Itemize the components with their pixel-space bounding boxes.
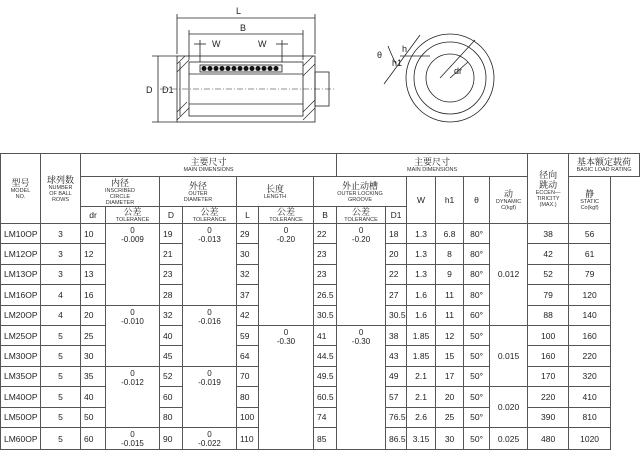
col-W: W — [407, 177, 436, 224]
cell-static: 410 — [569, 387, 611, 407]
cell-dr: 13 — [81, 264, 106, 284]
table-row — [1, 244, 640, 264]
cell-static: 79 — [569, 264, 611, 284]
cell-model: LM40OP — [1, 387, 41, 407]
cell-W: 1.3 — [407, 244, 436, 264]
label-D: D — [146, 85, 153, 95]
cell-dynamic: 88 — [528, 305, 569, 325]
length-group: 长度 LENGTH — [237, 177, 314, 207]
cell-theta: 50° — [464, 366, 490, 386]
cell-rows: 4 — [41, 305, 81, 325]
cell-eccentricity: 0.015 — [490, 325, 528, 386]
cell-D: 32 — [160, 305, 183, 325]
col-dr-tol: 公差 TOLERANCE — [106, 207, 160, 224]
cell-L-tol: 0 -0.20 — [259, 224, 314, 326]
inner-diameter-group: 内径 INSCRIBED CIRCLE DIAMETER — [81, 177, 160, 207]
col-D: D — [160, 207, 183, 224]
cell-B: 23 — [314, 244, 337, 264]
cell-dr: 50 — [81, 407, 106, 427]
cell-static: 810 — [569, 407, 611, 427]
cell-dr: 10 — [81, 224, 106, 244]
col-B-tol: 公差 TOLERANCE — [337, 207, 386, 224]
cell-h1: 12 — [436, 325, 464, 345]
cell-L: 59 — [237, 325, 259, 345]
label-h1: h1 — [392, 58, 403, 68]
cell-W: 2.6 — [407, 407, 436, 427]
basic-load-rating: 基本额定载荷 BASIC LOAD RATING — [569, 154, 640, 177]
cell-dynamic: 220 — [528, 387, 569, 407]
cell-theta: 80° — [464, 224, 490, 244]
table-row — [1, 264, 640, 284]
col-model: 型号 MODEL NO. — [1, 154, 41, 224]
cell-rows: 3 — [41, 224, 81, 244]
bearing-drawing — [0, 0, 640, 152]
label-h: h — [402, 44, 408, 54]
cell-eccentricity: 0.020 — [490, 387, 528, 428]
cell-L-tol: 0 -0.30 — [259, 325, 314, 449]
cell-B: 74 — [314, 407, 337, 427]
cell-W: 3.15 — [407, 427, 436, 449]
cell-B: 41 — [314, 325, 337, 345]
cell-D1: 76.5 — [386, 407, 407, 427]
cell-rows: 3 — [41, 264, 81, 284]
cell-D: 80 — [160, 407, 183, 427]
label-W-right: W — [258, 39, 267, 49]
cell-eccentricity: 0.012 — [490, 224, 528, 326]
cell-rows: 5 — [41, 387, 81, 407]
cell-static: 120 — [569, 285, 611, 305]
cell-static: 320 — [569, 366, 611, 386]
cell-static: 160 — [569, 325, 611, 345]
label-dr: dr — [454, 66, 463, 76]
cell-dynamic: 38 — [528, 224, 569, 244]
cell-static: 1020 — [569, 427, 611, 449]
cell-static: 220 — [569, 346, 611, 366]
cell-h1: 11 — [436, 305, 464, 325]
label-D1: D1 — [162, 85, 174, 95]
cell-D1: 18 — [386, 224, 407, 244]
cell-model: LM12OP — [1, 244, 41, 264]
spec-table-body — [1, 224, 640, 450]
cell-dynamic: 170 — [528, 366, 569, 386]
cell-L: 64 — [237, 346, 259, 366]
cell-h1: 8 — [436, 244, 464, 264]
cell-W: 1.3 — [407, 224, 436, 244]
cell-rows: 5 — [41, 346, 81, 366]
cell-D: 60 — [160, 387, 183, 407]
table-row — [1, 224, 640, 244]
cell-static: 140 — [569, 305, 611, 325]
cell-rows: 5 — [41, 325, 81, 345]
cell-W: 1.85 — [407, 325, 436, 345]
cell-L: 37 — [237, 285, 259, 305]
table-row — [1, 407, 640, 427]
cell-W: 1.6 — [407, 285, 436, 305]
groove-group: 外止动槽 OUTER LOCKING GROOVE — [314, 177, 407, 207]
cell-theta: 50° — [464, 407, 490, 427]
label-W-left: W — [212, 39, 221, 49]
cell-L: 42 — [237, 305, 259, 325]
cell-dynamic: 480 — [528, 427, 569, 449]
col-rows: 球列数 NUMBER OF BALL ROWS — [41, 154, 81, 224]
cell-model: LM10OP — [1, 224, 41, 244]
cell-dr-tol: 0 -0.009 — [106, 224, 160, 306]
cell-h1: 6.8 — [436, 224, 464, 244]
cell-W: 2.1 — [407, 366, 436, 386]
cell-B: 44.5 — [314, 346, 337, 366]
cell-dr: 20 — [81, 305, 106, 325]
col-static: 静 STATIC Co(kgf) — [569, 177, 611, 224]
cell-L: 29 — [237, 224, 259, 244]
table-row — [1, 305, 640, 325]
table-row — [1, 285, 640, 305]
cell-D: 21 — [160, 244, 183, 264]
cell-D1: 86.5 — [386, 427, 407, 449]
cell-model: LM20OP — [1, 305, 41, 325]
col-theta: θ — [464, 177, 490, 224]
cell-D: 23 — [160, 264, 183, 284]
cell-dynamic: 42 — [528, 244, 569, 264]
cell-D1: 20 — [386, 244, 407, 264]
cell-D1: 30.5 — [386, 305, 407, 325]
col-h1: h1 — [436, 177, 464, 224]
cell-dr: 35 — [81, 366, 106, 386]
cell-L: 100 — [237, 407, 259, 427]
cell-B: 49.5 — [314, 366, 337, 386]
col-dynamic: 动 DYNAMIC C(kgf) — [490, 177, 528, 224]
cell-D: 28 — [160, 285, 183, 305]
label-B: B — [240, 23, 247, 33]
main-dims-2: 主要尺寸 MAIN DIMENSIONS — [337, 154, 528, 177]
cell-L: 70 — [237, 366, 259, 386]
main-dims-1: 主要尺寸 MAIN DIMENSIONS — [81, 154, 337, 177]
cell-model: LM30OP — [1, 346, 41, 366]
cell-L: 110 — [237, 427, 259, 449]
cell-D-tol: 0 -0.016 — [183, 305, 237, 366]
col-eccentricity: 径向 跳动 ECCEN— TIRICITY (MAX.) — [528, 154, 569, 224]
cell-h1: 11 — [436, 285, 464, 305]
cell-L: 32 — [237, 264, 259, 284]
cell-D1: 38 — [386, 325, 407, 345]
cell-rows: 4 — [41, 285, 81, 305]
cell-D-tol: 0 -0.022 — [183, 427, 237, 449]
cell-B: 60.5 — [314, 387, 337, 407]
table-row — [1, 427, 640, 449]
cell-dynamic: 390 — [528, 407, 569, 427]
cell-dr-tol: 0 -0.010 — [106, 305, 160, 366]
cell-W: 1.85 — [407, 346, 436, 366]
col-dr: dr — [81, 207, 106, 224]
cell-B: 22 — [314, 224, 337, 244]
col-B: B — [314, 207, 337, 224]
cell-D1: 49 — [386, 366, 407, 386]
label-theta: θ — [377, 50, 383, 60]
cell-D: 90 — [160, 427, 183, 449]
cell-B: 30.5 — [314, 305, 337, 325]
cell-dr-tol: 0 -0.015 — [106, 427, 160, 449]
cell-model: LM16OP — [1, 285, 41, 305]
cell-theta: 80° — [464, 285, 490, 305]
cell-eccentricity: 0.025 — [490, 427, 528, 449]
cell-D-tol: 0 -0.013 — [183, 224, 237, 306]
cell-W: 1.6 — [407, 305, 436, 325]
outer-diameter-group: 外径 OUTER DIAMETER — [160, 177, 237, 207]
cell-D1: 57 — [386, 387, 407, 407]
cell-static: 61 — [569, 244, 611, 264]
cell-theta: 50° — [464, 346, 490, 366]
cell-theta: 80° — [464, 264, 490, 284]
cell-D: 40 — [160, 325, 183, 345]
cell-dr: 12 — [81, 244, 106, 264]
cell-model: LM60OP — [1, 427, 41, 449]
cell-theta: 50° — [464, 387, 490, 407]
cell-theta: 80° — [464, 244, 490, 264]
col-L-tol: 公差 TOLERANCE — [259, 207, 314, 224]
cell-rows: 5 — [41, 407, 81, 427]
cell-B-tol: 0 -0.30 — [337, 325, 386, 449]
cell-D: 19 — [160, 224, 183, 244]
cell-h1: 30 — [436, 427, 464, 449]
col-D1: D1 — [386, 207, 407, 224]
table-row — [1, 325, 640, 345]
cell-D1: 43 — [386, 346, 407, 366]
cell-dr: 40 — [81, 387, 106, 407]
cell-theta: 50° — [464, 325, 490, 345]
cell-D-tol: 0 -0.019 — [183, 366, 237, 427]
cell-L: 80 — [237, 387, 259, 407]
cell-rows: 3 — [41, 244, 81, 264]
cell-h1: 17 — [436, 366, 464, 386]
cell-D1: 27 — [386, 285, 407, 305]
cell-B: 23 — [314, 264, 337, 284]
cell-D: 45 — [160, 346, 183, 366]
cell-h1: 25 — [436, 407, 464, 427]
cell-B: 85 — [314, 427, 337, 449]
col-D-tol: 公差 TOLERANCE — [183, 207, 237, 224]
cell-h1: 15 — [436, 346, 464, 366]
table-row — [1, 366, 640, 386]
cell-rows: 5 — [41, 366, 81, 386]
cell-dr-tol: 0 -0.012 — [106, 366, 160, 427]
cell-B-tol: 0 -0.20 — [337, 224, 386, 326]
cell-dynamic: 160 — [528, 346, 569, 366]
cell-model: LM50OP — [1, 407, 41, 427]
cell-rows: 5 — [41, 427, 81, 449]
cell-model: LM13OP — [1, 264, 41, 284]
cell-h1: 9 — [436, 264, 464, 284]
cell-model: LM35OP — [1, 366, 41, 386]
cell-dynamic: 79 — [528, 285, 569, 305]
cell-W: 2.1 — [407, 387, 436, 407]
cell-B: 26.5 — [314, 285, 337, 305]
label-L: L — [236, 6, 242, 16]
cell-D1: 22 — [386, 264, 407, 284]
cell-L: 30 — [237, 244, 259, 264]
col-L: L — [237, 207, 259, 224]
cell-dr: 25 — [81, 325, 106, 345]
cell-h1: 20 — [436, 387, 464, 407]
table-row — [1, 387, 640, 407]
cell-theta: 50° — [464, 427, 490, 449]
cell-dynamic: 52 — [528, 264, 569, 284]
cell-theta: 60° — [464, 305, 490, 325]
cell-dr: 60 — [81, 427, 106, 449]
cell-dr: 30 — [81, 346, 106, 366]
cell-dynamic: 100 — [528, 325, 569, 345]
spec-table — [0, 153, 640, 450]
table-row — [1, 346, 640, 366]
cell-W: 1.3 — [407, 264, 436, 284]
cell-D: 52 — [160, 366, 183, 386]
cell-static: 56 — [569, 224, 611, 244]
cell-model: LM25OP — [1, 325, 41, 345]
cell-dr: 16 — [81, 285, 106, 305]
